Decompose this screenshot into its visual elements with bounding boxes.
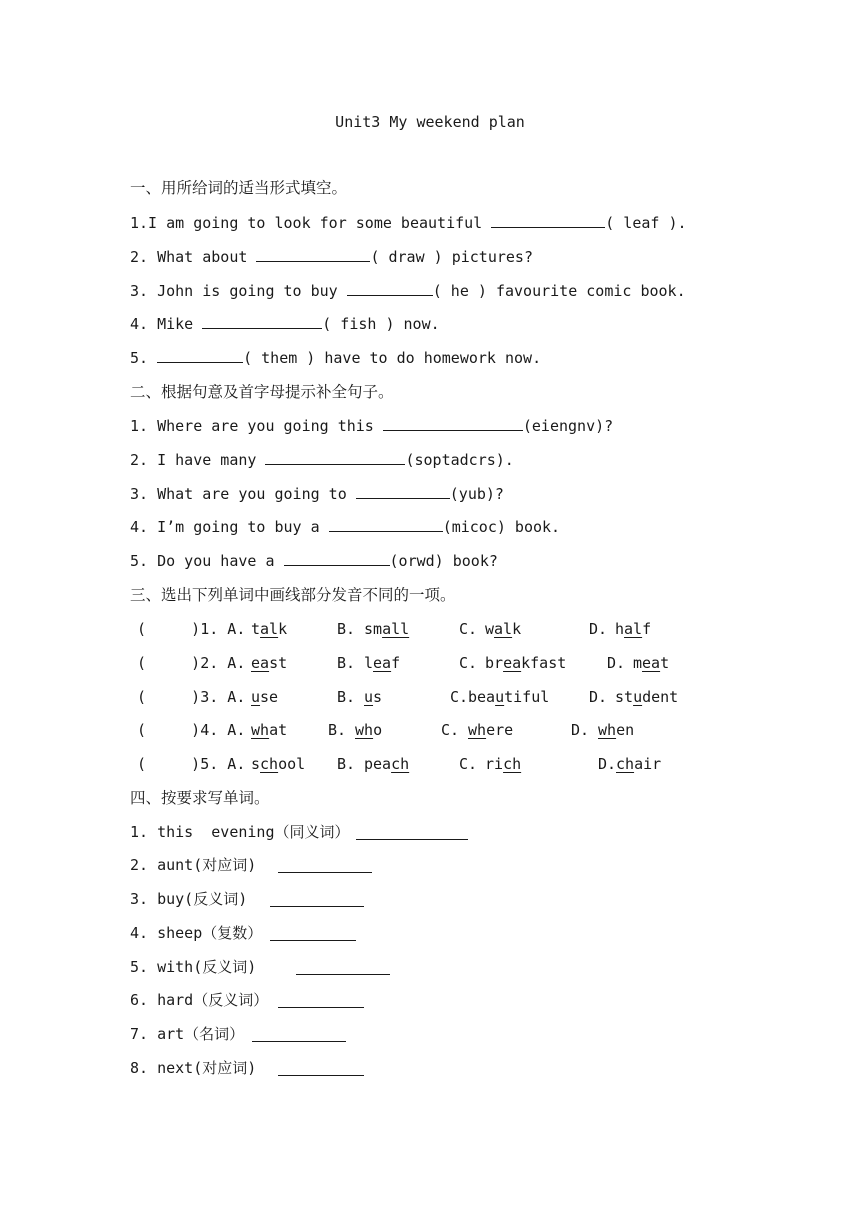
item-hint: (orwd) book? [389, 552, 498, 570]
section1-item-2 [130, 245, 533, 269]
answer-blank[interactable] [356, 482, 450, 499]
item-text: 5. Do you have a [130, 552, 284, 570]
item-text: 1. this evening（同义词） [130, 823, 350, 841]
section4-item-2 [130, 853, 256, 877]
option-b-label: B. [337, 755, 356, 773]
item-text: 6. hard（反义词） [130, 991, 269, 1009]
item-hint: (eiengnv)? [522, 417, 614, 435]
option-d[interactable]: chair [616, 755, 662, 773]
section1-item-4 [130, 312, 440, 336]
answer-blank[interactable] [347, 279, 433, 296]
option-c[interactable]: breakfast [485, 654, 567, 672]
section4-item-8 [130, 1056, 256, 1080]
answer-blank[interactable] [157, 346, 243, 363]
item-text: 5. [130, 349, 158, 367]
option-c[interactable]: walk [485, 620, 522, 638]
option-d[interactable]: when [598, 721, 635, 739]
item-text: 4. sheep（复数） [130, 924, 263, 942]
item-hint: ( he ) favourite comic book. [432, 282, 686, 300]
answer-blank[interactable] [278, 856, 372, 873]
answer-blank[interactable] [270, 890, 364, 907]
question-number: ( )2. A. [137, 654, 246, 672]
option-d[interactable]: half [615, 620, 652, 638]
section1-item-3 [130, 279, 686, 303]
answer-blank[interactable] [252, 1025, 346, 1042]
section2-item-1 [130, 414, 613, 438]
section2-item-2 [130, 448, 514, 472]
option-c-label: C. [441, 721, 460, 739]
section4-item-4 [130, 921, 262, 945]
answer-blank[interactable] [383, 414, 523, 431]
section1-item-1 [130, 211, 687, 235]
section4-heading: 四、按要求写单词。 [130, 789, 270, 807]
item-text: 8. next(对应词) [130, 1059, 257, 1077]
section4-item-1 [130, 820, 350, 844]
section3-heading: 三、选出下列单词中画线部分发音不同的一项。 [130, 586, 456, 604]
answer-blank[interactable] [296, 958, 390, 975]
option-b-label: B. [337, 654, 356, 672]
option-a[interactable]: east [251, 654, 288, 672]
option-b[interactable]: us [364, 688, 383, 706]
option-b-label: B. [328, 721, 347, 739]
item-text: 5. with(反义词) [130, 958, 257, 976]
option-b[interactable]: peach [364, 755, 410, 773]
answer-blank[interactable] [202, 312, 322, 329]
answer-blank[interactable] [278, 991, 364, 1008]
section2-item-5 [130, 549, 498, 573]
option-c-label: C. [459, 620, 478, 638]
answer-blank[interactable] [278, 1059, 364, 1076]
option-d-label: D. [607, 654, 626, 672]
section4-item-5 [130, 955, 256, 979]
option-d-label: D. [598, 755, 617, 773]
question-number: ( )1. A. [137, 620, 246, 638]
option-d[interactable]: student [615, 688, 679, 706]
option-b[interactable]: leaf [364, 654, 401, 672]
item-text: 2. aunt(对应词) [130, 856, 257, 874]
option-a[interactable]: what [251, 721, 288, 739]
option-a[interactable]: use [251, 688, 279, 706]
option-b-label: B. [337, 620, 356, 638]
page-title: Unit3 My weekend plan [335, 113, 525, 131]
item-text: 1.I am going to look for some beautiful [130, 214, 492, 232]
option-d-label: D. [589, 688, 608, 706]
item-hint: (yub)? [449, 485, 504, 503]
question-number: ( )3. A. [137, 688, 246, 706]
option-c[interactable]: where [468, 721, 514, 739]
answer-blank[interactable] [356, 823, 468, 840]
answer-blank[interactable] [265, 448, 405, 465]
answer-blank[interactable] [284, 549, 390, 566]
option-c[interactable]: beautiful [468, 688, 550, 706]
option-c-label: C. [459, 755, 478, 773]
section1-heading: 一、用所给词的适当形式填空。 [130, 179, 348, 197]
item-text: 7. art（名词） [130, 1025, 245, 1043]
item-text: 1. Where are you going this [130, 417, 383, 435]
question-number: ( )5. A. [137, 755, 246, 773]
option-a[interactable]: school [251, 755, 306, 773]
option-d-label: D. [589, 620, 608, 638]
option-d-label: D. [571, 721, 590, 739]
item-text: 4. I’m going to buy a [130, 518, 329, 536]
option-d[interactable]: meat [633, 654, 670, 672]
item-hint: (micoc) book. [442, 518, 561, 536]
item-text: 3. What are you going to [130, 485, 356, 503]
section2-item-3 [130, 482, 504, 506]
item-text: 2. I have many [130, 451, 266, 469]
answer-blank[interactable] [491, 211, 605, 228]
item-hint: ( fish ) now. [322, 315, 440, 333]
answer-blank[interactable] [329, 515, 443, 532]
section1-item-5 [130, 346, 541, 370]
item-text: 2. What about [130, 248, 257, 266]
item-hint: ( draw ) pictures? [370, 248, 533, 266]
item-text: 4. Mike [130, 315, 203, 333]
option-b[interactable]: who [355, 721, 383, 739]
option-b-label: B. [337, 688, 356, 706]
section4-item-3 [130, 887, 247, 911]
option-c-label: C. [450, 688, 469, 706]
section4-item-7 [130, 1022, 244, 1046]
option-a[interactable]: talk [251, 620, 288, 638]
item-hint: ( them ) have to do homework now. [243, 349, 542, 367]
item-text: 3. John is going to buy [130, 282, 347, 300]
answer-blank[interactable] [256, 245, 370, 262]
section4-item-6 [130, 988, 268, 1012]
section2-item-4 [130, 515, 560, 539]
option-b[interactable]: small [364, 620, 410, 638]
option-c-label: C. [459, 654, 478, 672]
option-c[interactable]: rich [485, 755, 522, 773]
item-hint: (soptadcrs). [405, 451, 514, 469]
question-number: ( )4. A. [137, 721, 246, 739]
answer-blank[interactable] [270, 924, 356, 941]
section2-heading: 二、根据句意及首字母提示补全句子。 [130, 383, 394, 401]
item-hint: ( leaf ). [605, 214, 687, 232]
item-text: 3. buy(反义词) [130, 890, 248, 908]
